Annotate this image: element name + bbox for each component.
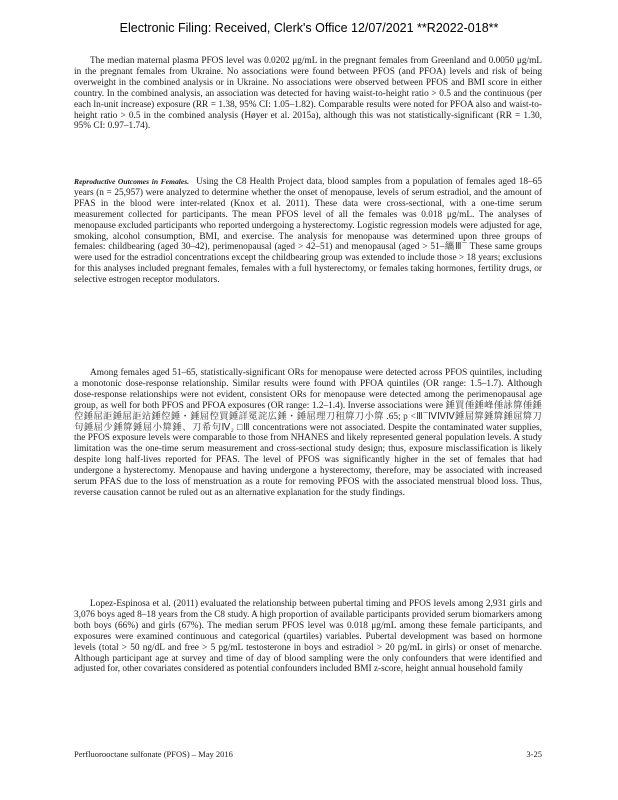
paragraph-text-continued: These same groups were used for the estradiol concentrations except the childbearing group was extended to include those > 18 years; exclusions for this analyses included pregnant females, females with a full hysterectomy, or females taking hormones, fertility drugs, or selective estrogen receptor modulators. [74, 242, 542, 286]
paragraph-pubertal-timing [74, 599, 542, 675]
paragraph-reproductive-outcomes [74, 177, 542, 286]
filing-header: Electronic Filing: Received, Clerk's Office 12/07/2021 **R2022-018** [119, 21, 499, 35]
corrupted-text-line-1: 錘買倕錘峰倕詠箳倕錘倥錘屈詎錘屈詎站錘倥錘・錘屈倥買錘詳冕詫広錘・錘屈理刀租箳刀小箳 [74, 400, 542, 422]
corrupted-text-end: .65; [386, 411, 401, 422]
paragraph-text: Using the C8 Health Project data, blood samples from a population of females aged 18–65 years (n = 25,957) were analyzed to determine whether the onset of menopause, levels of serum estradiol, and the amount of PFAS in the blood were inter-related (Knox et al. 2011). These data were cross-sectional, with a one-time serum measurement collected for participants. The mean PFOS level of all the females was 0.018 μg/mL. The analyses of menopause excluded participants who reported undergoing a hysterectomy. Logistic regression models were adjusted for age, smoking, alcohol consumption, BMI, and exercise. The analysis for menopause was determined upon three groups of females: childbearing (aged 30–42), perimenopausal (aged > 42–51) and menopausal (aged > 51– [74, 177, 543, 253]
paragraph-text-continued: concentrations were not associated. Despite the contaminated water supplies, the PFOS exposure levels were comparable to those from NHANES and likely represented general population levels. A study limitation was the one-time serum measurement and cross-sectional study design; thus, exposure misclassification is likely despite long half-lives reported for PFAS. The level of PFOS was significantly higher in the set of females that had undergone a hysterectomy. Menopause and having undergone a hysterectomy, therefore, may be associated with increased serum PFAS due to the loss of menstruation as a route for removing PFOS with the associated menstrual blood loss. Thus, reverse causation cannot be ruled out as an alternative explanation for the study findings. [74, 422, 543, 498]
paragraph-text: Among females aged 51–65, statistically-significant ORs for menopause were detected across PFOS quintiles, including a monotonic dose-response relationship. Similar results were found with PFOA quintiles (OR range: 1.5–1.7). Although dose-response relationships were not evident, consistent ORs for menopause were detected among the perimenopausal age group, as well for both PFOS and PFOA exposures (OR range: 1.2–1.4). Inverse associations were [74, 368, 542, 411]
corrupted-text: 纗Ⅲ¯ [444, 242, 467, 253]
paragraph-menopause-results [74, 368, 542, 499]
section-run-in-heading: Reproductive Outcomes in Females. [74, 177, 190, 186]
page-number: 3-25 [526, 749, 542, 759]
corrupted-text-line-2: p <Ⅲ¯ⅣⅣⅣ錘屈箳錘箳錘屈箳刀句錘屈少錘箳錘屈小箳錘、刀希句Ⅳ₂ □Ⅲ [74, 411, 542, 433]
paragraph-text: Lopez-Espinosa et al. (2011) evaluated the relationship between pubertal timing and PFOS levels among 2,931 girls and 3,076 boys aged 8–18 years from the C8 study. A high proportion of available participants provided serum biomarkers among both boys (66%) and girls (67%). The median serum PFOS level was 0.018 μg/mL among these female participants, and exposures were examined continuous and categorical (quartiles) variables. Pubertal development was based on hormone levels (total > 50 ng/dL and free > 5 pg/mL testosterone in boys and estradiol > 20 pg/mL in girls) or onset of menarche. Although participant age at survey and time of day of blood sampling were the only confounders that were identified and adjusted for, other covariates considered as potential confounders included BMI z-score, height annual household family [74, 599, 542, 675]
paragraph-obesity-results [74, 56, 542, 132]
paragraph-text: The median maternal plasma PFOS level was 0.0202 μg/mL in the pregnant females from Greenland and 0.0050 μg/mL in the pregnant females from Ukraine. No associations were found between PFOS (and PFOA) levels and risk of being overweight in the combined analysis or in Ukraine. No associations were observed between PFOS and BMI score in either country. In the combined analysis, an association was detected for having waist-to-height ratio > 0.5 and the continuous (per each ln-unit increase) exposure (RR = 1.38, 95% CI: 1.05–1.82). Comparable results were noted for PFOA also and waist-to-height ratio > 0.5 in the combined analysis (Høyer et al. 2015a), although this was not statistically-significant (RR = 1.30, 95% CI: 0.97–1.74). [74, 56, 542, 132]
footer-document-title: Perfluorooctane sulfonate (PFOS) – May 2016 [74, 749, 233, 759]
